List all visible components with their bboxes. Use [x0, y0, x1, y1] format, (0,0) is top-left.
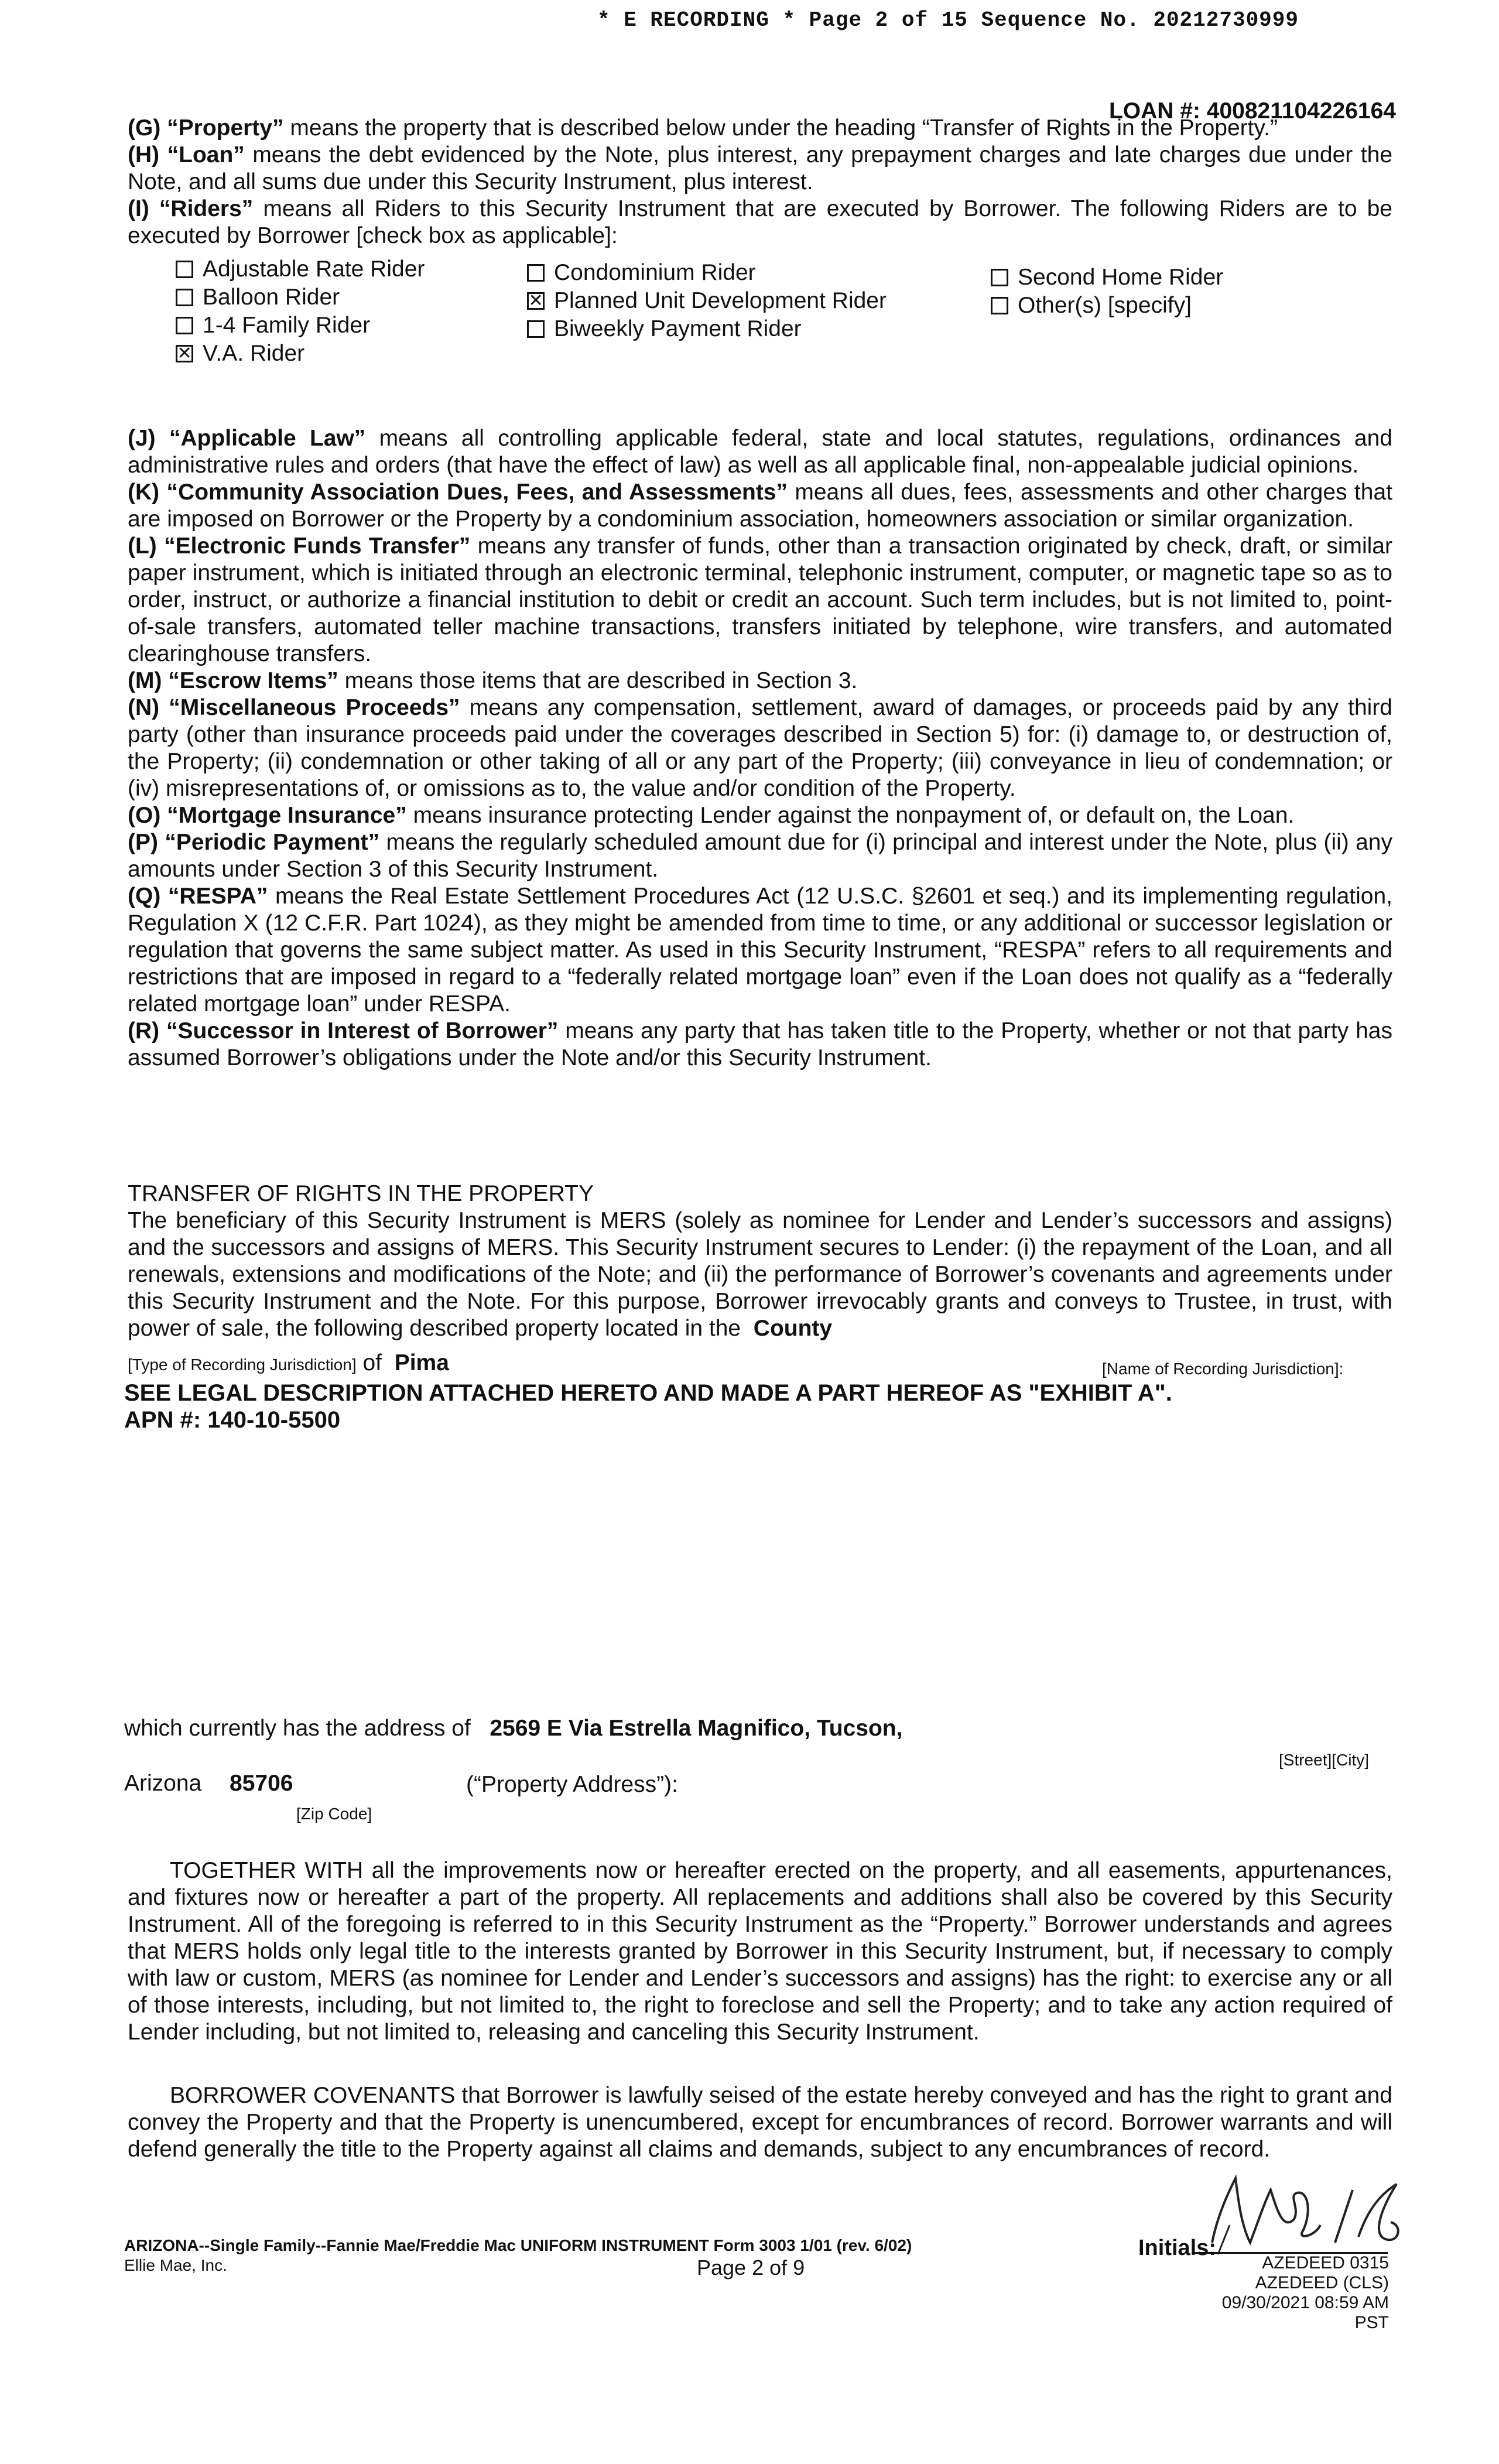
zip-caption: [Zip Code]	[296, 1805, 372, 1823]
checkbox-checked-icon[interactable]: ✕	[176, 345, 193, 362]
definition-text: means any compensation, settlement, award of damages, or proceeds paid by any third party (other than insurance proceeds paid under the coverages described in Section 5) for: (i) damage to, or destruction of, the Property; (ii) condemnation or other taking of all or any part of the Property; (iii) conveyance in lieu of condemnation; or (iv) misrepresentations of, or omissions as to, the value and/or condition of the Property.	[128, 695, 1392, 801]
checkbox-unchecked-icon[interactable]	[991, 297, 1008, 314]
definition-term: (N) “Miscellaneous Proceeds”	[128, 695, 460, 720]
rider-label: Biweekly Payment Rider	[554, 316, 802, 341]
definition-text: means all Riders to this Security Instrument that are executed by Borrower. The following Riders are to be executed by Borrower [check box as applicable]:	[128, 196, 1392, 248]
rider-label: Other(s) [specify]	[1018, 293, 1192, 318]
definition-term: (L) “Electronic Funds Transfer”	[128, 533, 471, 559]
definition-k	[128, 479, 1392, 533]
loan-number: LOAN #: 400821104226164	[1108, 98, 1396, 124]
form-line: ARIZONA--Single Family--Fannie Mae/Freddie Mac UNIFORM INSTRUMENT Form 3003 1/01 (rev. 6/02)	[124, 2236, 912, 2254]
jurisdiction-name: Pima	[394, 1350, 449, 1375]
rider-label: Second Home Rider	[1018, 265, 1224, 290]
legal-description: SEE LEGAL DESCRIPTION ATTACHED HERETO AND MADE A PART HEREOF AS "EXHIBIT A".	[124, 1380, 1172, 1406]
initials-label: Initials:	[1138, 2236, 1217, 2260]
definitions-top	[128, 115, 1392, 249]
checkbox-unchecked-icon[interactable]	[527, 264, 545, 282]
company-name: Ellie Mae, Inc.	[124, 2256, 227, 2274]
definition-text: means any transfer of funds, other than a transaction originated by check, draft, or similar paper instrument, which is initiated through an electronic terminal, telephonic instrument, computer, or magnetic tape so as to order, instruct, or authorize a financial institution to debit or credit an account. Such term includes, but is not limited to, point-of-sale transfers, automated teller machine transactions, transfers initiated by telephone, wire transfers, and automated clearinghouse transfers.	[128, 533, 1392, 666]
definition-term: (P) “Periodic Payment”	[128, 830, 380, 855]
definition-g	[128, 115, 1392, 142]
address-line	[124, 1716, 902, 1741]
recording-stamp-box	[1202, 2253, 1389, 2333]
definition-o	[128, 802, 1392, 829]
checkbox-unchecked-icon[interactable]	[176, 261, 193, 278]
rider-balloon[interactable]	[176, 283, 425, 312]
recording-stamp: * E RECORDING * Page 2 of 15 Sequence No. 20212730999	[597, 8, 1299, 32]
definition-j	[128, 425, 1392, 479]
transfer-text: The beneficiary of this Security Instrument is MERS (solely as nominee for Lender and Lender’s successors and assigns) and the successors and assigns of MERS. This Security Instrument secures to Lender: (i) the repayment of the Loan, and all renewals, extensions and modifications of the Note; and (ii) the performance of Borrower’s covenants and agreements under this Security Instrument and the Note. For this purpose, Borrower irrevocably grants and conveys to Trustee, in trust, with power of sale, the following described property located in the	[128, 1208, 1392, 1341]
checkbox-checked-icon[interactable]: ✕	[527, 292, 545, 310]
transfer-section	[128, 1180, 1392, 1342]
apn-number: APN #: 140-10-5500	[124, 1407, 341, 1433]
definition-term: (R) “Successor in Interest of Borrower”	[128, 1018, 559, 1043]
definition-text: means insurance protecting Lender against the nonpayment of, or default on, the Loan.	[406, 803, 1295, 828]
page-number: Page 2 of 9	[697, 2256, 805, 2280]
rider-label: V.A. Rider	[203, 341, 305, 366]
property-address-label: (“Property Address”):	[466, 1772, 678, 1797]
transfer-heading: TRANSFER OF RIGHTS IN THE PROPERTY	[128, 1181, 594, 1206]
rider-second-home[interactable]	[991, 263, 1223, 292]
checkbox-unchecked-icon[interactable]	[176, 317, 193, 334]
definition-n	[128, 694, 1392, 802]
definition-p	[128, 829, 1392, 883]
definition-term: (M) “Escrow Items”	[128, 668, 338, 693]
rider-label: Condominium Rider	[554, 260, 756, 285]
definition-text: means the property that is described below under the heading “Transfer of Rights in the Property.”	[283, 115, 1278, 141]
stamp-line-3: 09/30/2021 08:59 AM PST	[1221, 2293, 1389, 2332]
jurisdiction-line	[128, 1350, 449, 1376]
definition-term: (J) “Applicable Law”	[128, 426, 366, 451]
rider-condominium[interactable]	[527, 259, 887, 287]
street-caption: [Street][City]	[1279, 1751, 1370, 1769]
definition-r	[128, 1018, 1392, 1072]
rider-va[interactable]	[176, 340, 425, 368]
definition-l	[128, 533, 1392, 668]
address-lead: which currently has the address of	[124, 1716, 471, 1741]
definition-h	[128, 142, 1392, 196]
together-with-paragraph: TOGETHER WITH all the improvements now or hereafter erected on the property, and all easements, appurtenances, and fixtures now or hereafter a part of the property. All replacements and additions shall also be covered by this Security Instrument. All of the foregoing is referred to in this Security Instrument as the “Property.” Borrower understands and agrees that MERS holds only legal title to the interests granted by Borrower in this Security Instrument, but, if necessary to comply with law or custom, MERS (as nominee for Lender and Lender’s successors and assigns) has the right: to exercise any or all of those interests, including, but not limited to, the right to foreclose and sell the Property; and to take any action required of Lender including, but not limited to, releasing and canceling this Security Instrument.	[128, 1858, 1392, 2045]
rider-adjustable-rate[interactable]	[176, 255, 425, 283]
rider-other[interactable]	[991, 292, 1223, 320]
definition-q	[128, 883, 1392, 1018]
definition-term: (K) “Community Association Dues, Fees, and Assessments”	[128, 480, 788, 505]
rider-label: Planned Unit Development Rider	[554, 288, 887, 313]
definition-text: means any party that has taken title to the Property, whether or not that party has assumed Borrower’s obligations under the Note and/or this Security Instrument.	[128, 1018, 1392, 1070]
definition-term: (O) “Mortgage Insurance”	[128, 803, 407, 828]
checkbox-unchecked-icon[interactable]	[176, 289, 193, 306]
definition-term: (G) “Property”	[128, 115, 284, 141]
definition-text: means those items that are described in Section 3.	[338, 668, 858, 693]
checkbox-unchecked-icon[interactable]	[527, 320, 545, 338]
covenants-section	[128, 2082, 1392, 2163]
rider-1-4-family[interactable]	[176, 312, 425, 340]
definition-term: (I) “Riders”	[128, 196, 254, 221]
definition-text: means all controlling applicable federal, state and local statutes, regulations, ordinances and administrative rules and orders (that have the effect of law) as well as all applicable final, non-appealable judicial opinions.	[128, 426, 1392, 478]
definition-m	[128, 668, 1392, 694]
definition-i	[128, 196, 1392, 249]
stamp-line-1: AZEDEED 0315	[1262, 2253, 1389, 2273]
stamp-line-2: AZEDEED (CLS)	[1255, 2273, 1389, 2292]
rider-biweekly[interactable]	[527, 315, 887, 343]
definition-text: means the regularly scheduled amount due for (i) principal and interest under the Note, plus (ii) any amounts under Section 3 of this Security Instrument.	[128, 830, 1392, 882]
rider-column-3	[991, 263, 1223, 320]
checkbox-unchecked-icon[interactable]	[991, 269, 1008, 286]
jurisdiction-type: County	[753, 1316, 833, 1341]
rider-label: Balloon Rider	[203, 285, 340, 310]
definition-term: (H) “Loan”	[128, 142, 245, 167]
together-with-section	[128, 1857, 1392, 2046]
definitions-main	[128, 425, 1392, 1072]
type-caption: [Type of Recording Jurisdiction]	[128, 1356, 357, 1374]
rider-column-1	[176, 255, 425, 368]
name-caption: [Name of Recording Jurisdiction]:	[1102, 1360, 1344, 1378]
rider-pud[interactable]	[527, 287, 887, 315]
of-word: of	[362, 1350, 382, 1375]
borrower-covenants-paragraph: BORROWER COVENANTS that Borrower is lawfully seised of the estate hereby conveyed and has the right to grant and convey the Property and that the Property is unencumbered, except for encumbrances of record. Borrower warrants and will defend generally the title to the Property against all claims and demands, subject to any encumbrances of record.	[128, 2083, 1392, 2162]
street-city: 2569 E Via Estrella Magnifico, Tucson,	[490, 1716, 903, 1741]
legal-block	[124, 1380, 1172, 1433]
definition-text: means all dues, fees, assessments and other charges that are imposed on Borrower or the Property by a condominium association, homeowners association or similar organization.	[128, 480, 1392, 532]
rider-label: 1-4 Family Rider	[203, 313, 371, 338]
initials-signature	[1195, 2167, 1417, 2260]
rider-label: Adjustable Rate Rider	[203, 256, 425, 282]
transfer-paragraph	[128, 1207, 1392, 1342]
definition-term: (Q) “RESPA”	[128, 884, 268, 909]
rider-column-2	[527, 259, 887, 343]
zip-code: 85706	[230, 1771, 293, 1796]
state: Arizona	[124, 1771, 202, 1796]
definition-text: means the Real Estate Settlement Procedures Act (12 U.S.C. §2601 et seq.) and its implementing regulation, Regulation X (12 C.F.R. Part 1024), as they might be amended from time to time, or any additional or successor legislation or regulation that governs the same subject matter. As used in this Security Instrument, “RESPA” refers to all requirements and restrictions that are imposed in regard to a “federally related mortgage loan” even if the Loan does not qualify as a “federally related mortgage loan” under RESPA.	[128, 884, 1392, 1017]
definition-text: means the debt evidenced by the Note, plus interest, any prepayment charges and late charges due under the Note, and all sums due under this Security Instrument, plus interest.	[128, 142, 1393, 194]
